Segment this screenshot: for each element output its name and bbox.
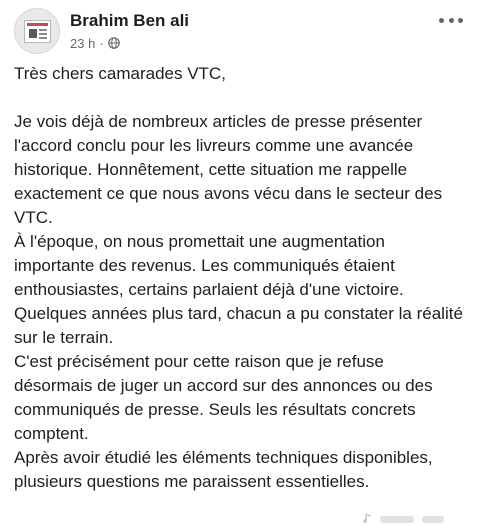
globe-icon[interactable] [108, 37, 120, 49]
avatar-line [39, 29, 47, 31]
more-dot [449, 18, 454, 23]
watermark-bar [380, 516, 414, 523]
post-timestamp[interactable]: 23 h [70, 35, 96, 51]
post-body [14, 62, 466, 494]
avatar-line [39, 33, 47, 35]
post-meta [70, 35, 120, 51]
watermark-logo [360, 512, 470, 526]
more-dot [439, 18, 444, 23]
avatar-image [24, 20, 51, 43]
music-note-icon [360, 513, 372, 525]
post-greeting: Très chers camarades VTC, [14, 64, 226, 83]
watermark-bar [422, 516, 444, 523]
avatar-stripe [27, 23, 48, 26]
more-dot [458, 18, 463, 23]
avatar-block [29, 29, 37, 38]
avatar-line [39, 37, 47, 39]
more-options-icon[interactable] [439, 10, 463, 30]
author-name[interactable]: Brahim Ben ali [70, 11, 190, 30]
post-paragraph: Après avoir étudié les éléments techniques disponibles, plusieurs questions me paraissent essentielles. [14, 448, 433, 491]
post-paragraph: C'est précisément pour cette raison que je refuse désormais de juger un accord sur des annonces ou des communiqués de presse. Seuls les résultats concrets comptent. [14, 352, 433, 443]
post-header [14, 8, 463, 56]
author-avatar[interactable] [14, 8, 60, 54]
post-paragraph: Je vois déjà de nombreux articles de presse présenter l'accord conclu pour les livreurs comme une avancée historique. Honnêtement, cette situation me rappelle exactement ce que nous avons vécu dans le secteur des VTC. [14, 112, 443, 227]
meta-separator: · [99, 35, 104, 51]
post-paragraph: À l'époque, on nous promettait une augmentation importante des revenus. Les communiqués étaient enthousiastes, certains parlaient déjà d'une victoire. Quelques années plus tard, chacun a pu constater la réalité sur le terrain. [14, 232, 463, 347]
